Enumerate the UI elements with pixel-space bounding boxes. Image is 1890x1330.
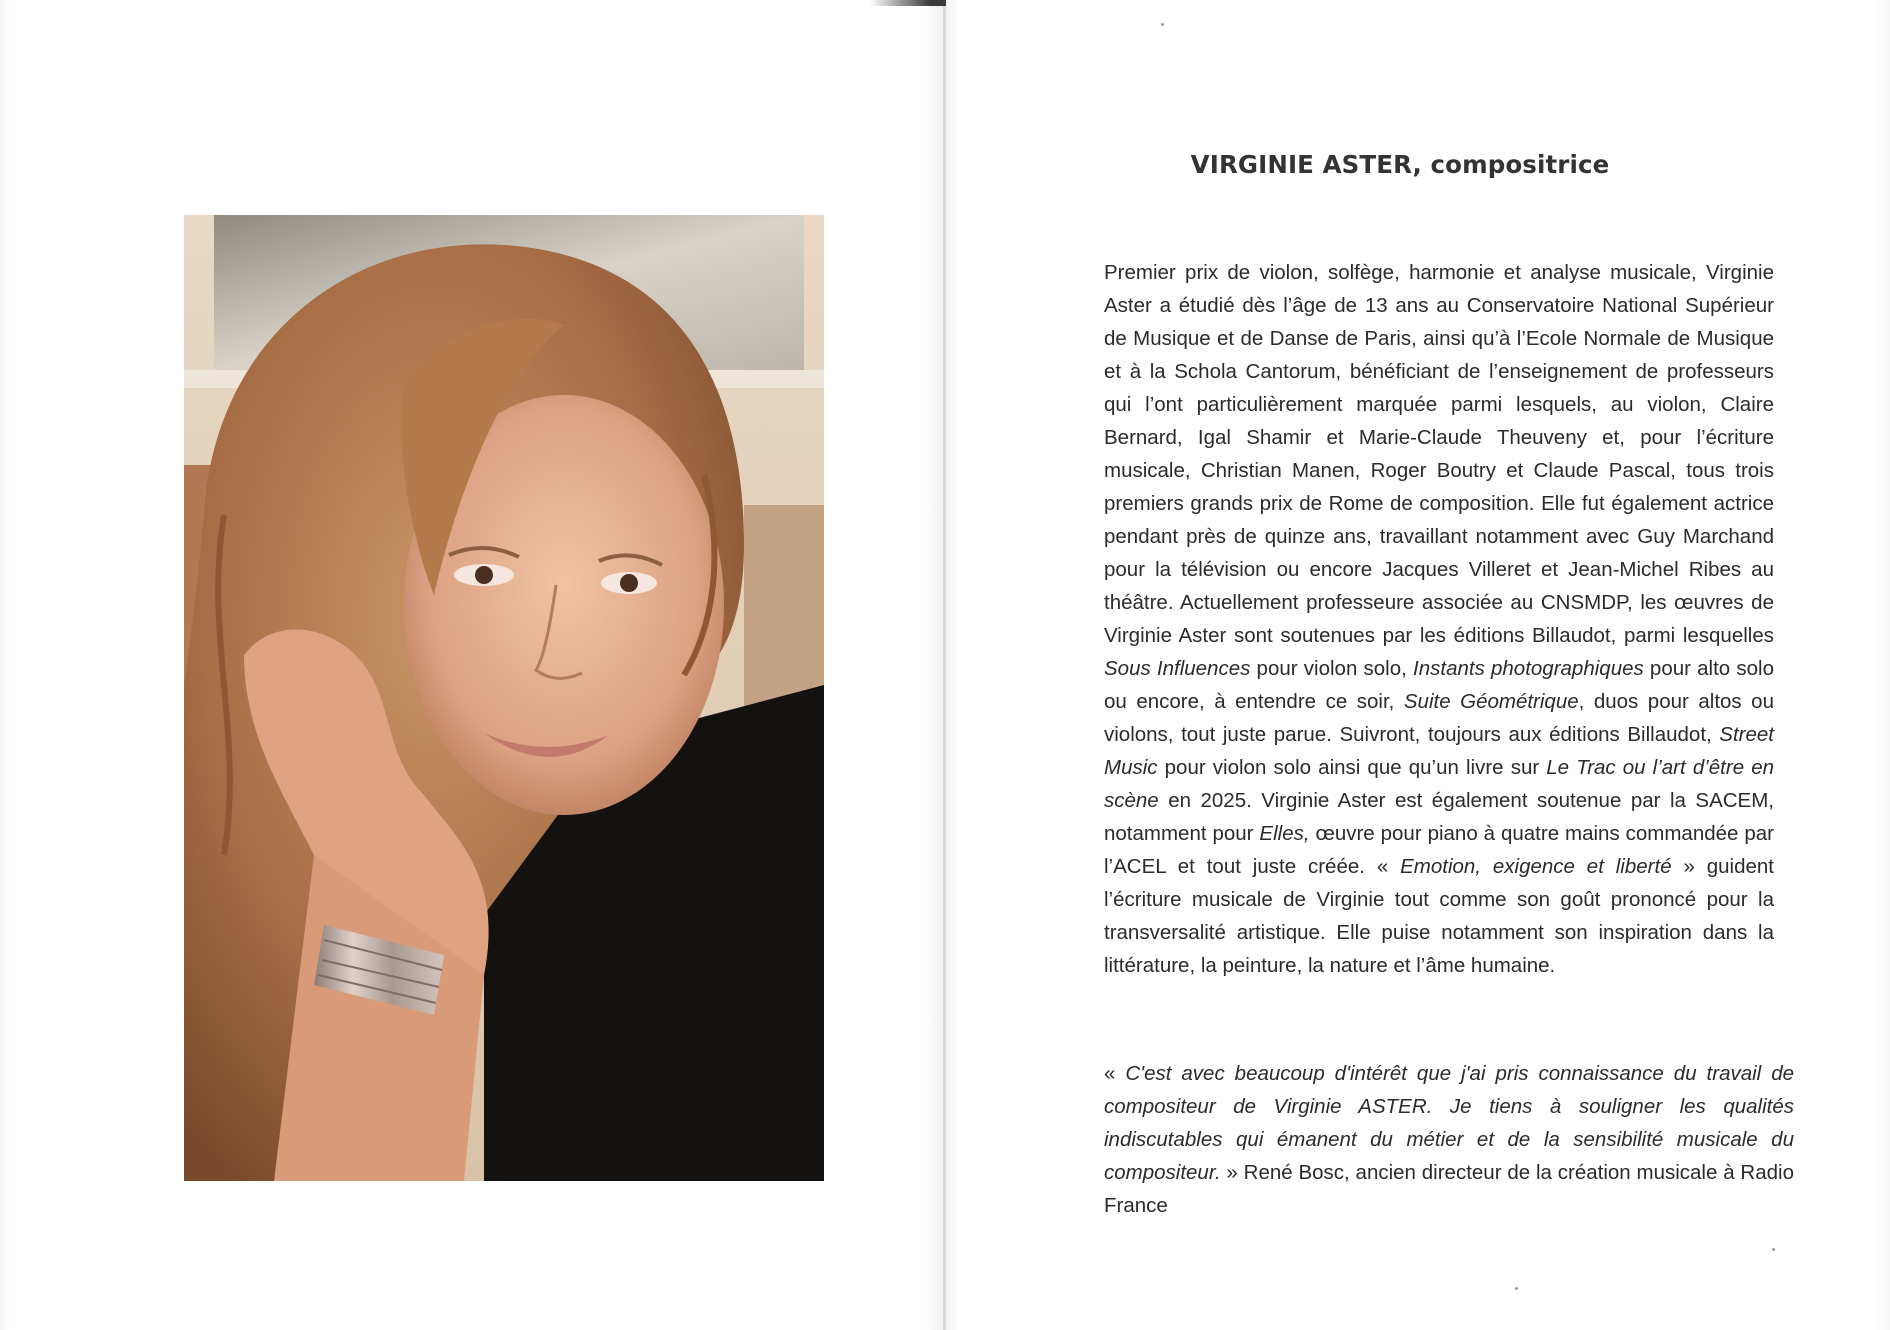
bio-text: pour violon solo ainsi que qu’un livre sur	[1157, 756, 1547, 779]
work-title: Street Music	[1104, 723, 1774, 779]
work-title: Suite Géométrique	[1403, 690, 1579, 713]
work-title: Sous Influences	[1104, 657, 1251, 680]
work-title: Elles,	[1259, 822, 1310, 845]
biography-paragraph	[1104, 256, 1774, 982]
portrait-photo	[184, 215, 824, 1181]
page-title: VIRGINIE ASTER, compositrice	[1190, 150, 1610, 179]
bio-text: » guident l’écriture musicale de Virginie tout comme son goût prononcé pour la transversalité artistique. Elle puise notamment son inspiration dans la littérature, la peinture, la nature et l’âme humaine.	[1104, 855, 1774, 977]
quote-open-mark: «	[1104, 1062, 1126, 1085]
bio-text: pour alto solo ou encore, à entendre ce soir,	[1104, 657, 1774, 713]
bio-text: en 2025. Virginie Aster est également soutenue par la SACEM, notamment pour	[1104, 789, 1774, 845]
bio-text: pour violon solo,	[1250, 657, 1414, 680]
work-title: Le Trac ou l’art d’être en scène	[1104, 756, 1774, 812]
bio-text: , duos pour altos ou violons, tout juste parue. Suivront, toujours aux éditions Billaudot,	[1104, 690, 1774, 746]
scan-speck	[1772, 1248, 1775, 1251]
motto: Emotion, exigence et liberté	[1400, 855, 1672, 878]
bio-text: œuvre pour piano à quatre mains commandée par l’ACEL et tout juste créée. «	[1104, 822, 1774, 878]
scan-speck	[1515, 1287, 1518, 1290]
scan-speck	[1161, 23, 1164, 26]
quote-attribution: » René Bosc, ancien directeur de la création musicale à Radio France	[1104, 1161, 1794, 1217]
work-title: Instants photographiques	[1413, 657, 1644, 680]
quote-text: C'est avec beaucoup d'intérêt que j'ai pris connaissance du travail de compositeur de Virginie ASTER. Je tiens à souligner les qualités indiscutables qui émanent du métier et de la sensibilité musicale du compositeur.	[1104, 1062, 1794, 1184]
bio-text: Premier prix de violon, solfège, harmonie et analyse musicale, Virginie Aster a étudié dès l’âge de 13 ans au Conservatoire National Supérieur de Musique et de Danse de Paris, ainsi qu’à l’Ecole Normale de Musique et à la Schola Cantorum, bénéficiant de l’enseignement de professeurs qui l’ont particulièrement marquée parmi lesquels, au violon, Claire Bernard, Igal Shamir et Marie-Claude Theuveny et, pour l’écriture musicale, Christian Manen, Roger Boutry et Claude Pascal, tous trois premiers grands prix de Rome de composition. Elle fut également actrice pendant près de quinze ans, travaillant notamment avec Guy Marchand pour la télévision ou encore Jacques Villeret et Jean-Michel Ribes au théâtre. Actuellement professeure associée au CNSMDP, les œuvres de Virginie Aster sont soutenues par les éditions Billaudot, parmi lesquelles	[1104, 261, 1774, 647]
portrait-illustration	[184, 215, 824, 1181]
left-page	[0, 0, 944, 1330]
testimonial-quote	[1104, 1057, 1794, 1222]
